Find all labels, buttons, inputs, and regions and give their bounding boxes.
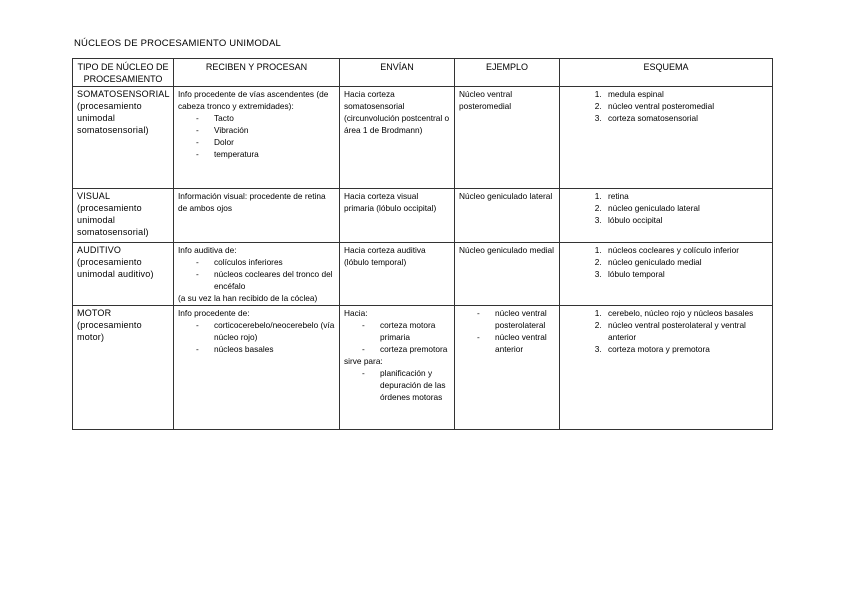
list-item: 1. cerebelo, núcleo rojo y núcleos basales <box>604 307 768 319</box>
reciben-cell <box>174 306 340 430</box>
header-reciben: RECIBEN Y PROCESAN <box>174 59 340 87</box>
ejemplo-cell: Núcleo geniculado lateral <box>455 189 560 243</box>
list-item: 3. corteza motora y premotora <box>604 343 768 355</box>
row-type-sub: (procesamiento unimodal somatosensorial) <box>77 203 149 237</box>
row-type-cell <box>73 87 174 189</box>
list-item: 3. lóbulo occipital <box>604 214 768 226</box>
list-item: - Vibración <box>196 124 335 136</box>
list-item: - núcleo ventral anterior <box>477 331 555 355</box>
envian-list-2 <box>344 367 450 403</box>
reciben-cell <box>174 243 340 306</box>
nucleos-table <box>72 58 773 430</box>
row-type-cell <box>73 306 174 430</box>
header-ejemplo: EJEMPLO <box>455 59 560 87</box>
reciben-list <box>178 319 335 355</box>
ejemplo-list <box>459 307 555 355</box>
esquema-list <box>564 244 768 280</box>
reciben-intro: Info procedente de: <box>178 308 250 318</box>
table-row <box>73 306 773 430</box>
list-item: 2. núcleo geniculado medial <box>604 256 768 268</box>
list-item: - colículos inferiores <box>196 256 335 268</box>
list-item: 2. núcleo ventral posterolateral y ventral anterior <box>604 319 768 343</box>
list-item: 1. medula espinal <box>604 88 768 100</box>
table-row <box>73 87 773 189</box>
reciben-list <box>178 112 335 160</box>
envian-cell: Hacia corteza auditiva (lóbulo temporal) <box>340 243 455 306</box>
row-type-cell <box>73 189 174 243</box>
envian-mid: sirve para: <box>344 356 383 366</box>
table-header-row <box>73 59 773 87</box>
list-item: - núcleos basales <box>196 343 335 355</box>
header-esquema: ESQUEMA <box>560 59 773 87</box>
row-type-sub: (procesamiento motor) <box>77 320 142 342</box>
list-item: - Dolor <box>196 136 335 148</box>
esquema-list <box>564 190 768 226</box>
esquema-cell <box>560 189 773 243</box>
row-type: SOMATOSENSORIAL <box>77 89 170 99</box>
row-type-sub: (procesamiento unimodal auditivo) <box>77 257 154 279</box>
list-item: - Tacto <box>196 112 335 124</box>
list-item: 1. núcleos cocleares y colículo inferior <box>604 244 768 256</box>
list-item: - corticocerebelo/neocerebelo (vía núcleo rojo) <box>196 319 335 343</box>
reciben-cell <box>174 87 340 189</box>
esquema-cell <box>560 87 773 189</box>
list-item: - temperatura <box>196 148 335 160</box>
list-item: - planificación y depuración de las órdenes motoras <box>362 367 450 403</box>
list-item: - corteza premotora <box>362 343 450 355</box>
list-item: - núcleo ventral posterolateral <box>477 307 555 331</box>
envian-intro: Hacia: <box>344 308 368 318</box>
reciben-intro: Info procedente de vías ascendentes (de cabeza tronco y extremidades): <box>178 89 329 111</box>
table-row <box>73 189 773 243</box>
list-item: 3. corteza somatosensorial <box>604 112 768 124</box>
header-envian: ENVÍAN <box>340 59 455 87</box>
esquema-list <box>564 88 768 124</box>
esquema-cell <box>560 306 773 430</box>
reciben-outro: (a su vez la han recibido de la cóclea) <box>178 293 318 303</box>
list-item: - núcleos cocleares del tronco del encéfalo <box>196 268 335 292</box>
list-item: 3. lóbulo temporal <box>604 268 768 280</box>
list-item: 1. retina <box>604 190 768 202</box>
reciben-list <box>178 256 335 292</box>
table-row <box>73 243 773 306</box>
ejemplo-cell: Núcleo geniculado medial <box>455 243 560 306</box>
reciben-cell: Información visual: procedente de retina de ambos ojos <box>174 189 340 243</box>
list-item: - corteza motora primaria <box>362 319 450 343</box>
list-item: 2. núcleo ventral posteromedial <box>604 100 768 112</box>
reciben-intro: Info auditiva de: <box>178 245 237 255</box>
envian-cell: Hacia corteza somatosensorial (circunvolución postcentral o área 1 de Brodmann) <box>340 87 455 189</box>
list-item: 2. núcleo geniculado lateral <box>604 202 768 214</box>
envian-cell: Hacia corteza visual primaria (lóbulo occipital) <box>340 189 455 243</box>
envian-list <box>344 319 450 355</box>
row-type: VISUAL <box>77 191 111 201</box>
row-type: AUDITIVO <box>77 245 122 255</box>
row-type-sub: (procesamiento unimodal somatosensorial) <box>77 101 149 135</box>
ejemplo-cell <box>455 306 560 430</box>
row-type-cell <box>73 243 174 306</box>
esquema-cell <box>560 243 773 306</box>
document-title: NÚCLEOS DE PROCESAMIENTO UNIMODAL <box>74 38 282 49</box>
header-tipo: TIPO DE NÚCLEO DE PROCESAMIENTO <box>73 59 174 87</box>
esquema-list <box>564 307 768 355</box>
ejemplo-cell: Núcleo ventral posteromedial <box>455 87 560 189</box>
row-type: MOTOR <box>77 308 112 318</box>
envian-cell <box>340 306 455 430</box>
